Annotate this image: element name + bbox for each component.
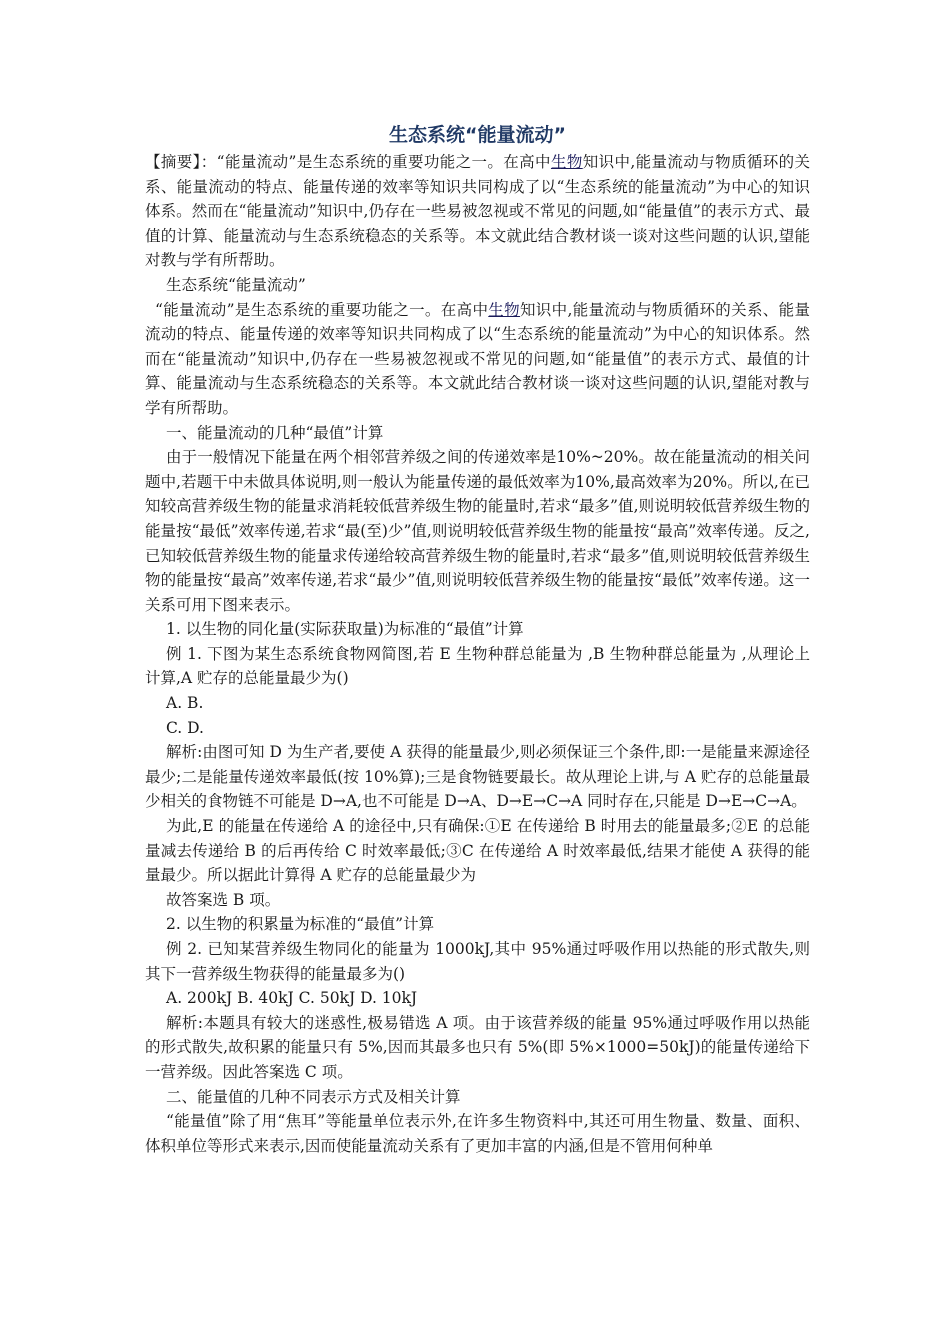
abstract-text-post: 知识中,能量流动与物质循环的关系、能量流动的特点、能量传递的效率等知识共同构成了以“生态系统的能量流动”为中心的知识体系。然而在“能量流动”知识中,仍存在一些易被忽视或不常见的问题,如“能量值”的表示方式、最值的计算、能量流动与生态系统稳态的关系等。本文就此结合教材谈一谈对这些问题的认识,望能对教与学有所帮助。 (145, 153, 810, 270)
analysis1-continued: 为此,E 的能量在传递给 A 的途径中,只有确保:①E 在传递给 B 时用去的能量最多;②E 的总能量减去传递给 B 的后再传给 C 时效率最低;③C 在传递给 A 时效率最低,结果才能使 A 获得的能量最少。所以据此计算得 A 贮存的总能量最少为 (145, 817, 810, 885)
example1-text: 例 1. 下图为某生态系统食物网简图,若 E 生物种群总能量为 ,B 生物种群总能量为 ,从理论上计算,A 贮存的总能量最少为() (145, 644, 810, 688)
example1-options-cd: C. D. (166, 718, 204, 737)
intro-text-pre: “能量流动”是生态系统的重要功能之一。在高中 (155, 300, 489, 319)
intro-paragraph (145, 298, 810, 421)
example2-options: A. 200kJ B. 40kJ C. 50kJ D. 10kJ (166, 989, 418, 1008)
subtitle: 生态系统“能量流动” (166, 275, 306, 294)
abstract-paragraph (145, 150, 810, 273)
analysis1-text: 解析:由图可知 D 为生产者,要使 A 获得的能量最少,则必须保证三个条件,即:一是能量来源途径最少;二是能量传递效率最低(按 10%算);三是食物链要最长。故从理论上讲,与 A 贮存的总能量最少相关的食物链不可能是 D→A,也不可能是 D→A、D→E→C→A 同时存在,只能是 D→E→C→A。 (145, 743, 810, 811)
sub1-heading: 1. 以生物的同化量(实际获取量)为标准的“最值”计算 (166, 620, 524, 639)
example2-text: 例 2. 已知某营养级生物同化的能量为 1000kJ,其中 95%通过呼吸作用以热能的形式散失,则其下一营养级生物获得的能量最多为() (145, 940, 810, 983)
biology-link[interactable]: 生物 (488, 300, 520, 319)
section2-body: “能量值”除了用“焦耳”等能量单位表示外,在许多生物资料中,其还可用生物量、数量、面积、体积单位等形式来表示,因而使能量流动关系有了更加丰富的内涵,但是不管用何种单 (145, 1112, 810, 1155)
sub2-heading: 2. 以生物的积累量为标准的“最值”计算 (166, 915, 435, 934)
answer1-text: 故答案选 B 项。 (166, 890, 281, 909)
abstract-label: 【摘要】： (145, 153, 217, 171)
document-title: 生态系统“能量流动” (389, 124, 566, 146)
section1-body: 由于一般情况下能量在两个相邻营养级之间的传递效率是10%~20%。故在能量流动的相关问题中,若题干中未做具体说明,则一般认为能量传递的最低效率为10%,最高效率为20%。所以,在已知较高营养级生物的能量求消耗较低营养级生物的能量时,若求“最多”值,则说明较低营养级生物的能量按“最低”效率传递,若求“最(至)少”值,则说明较低营养级生物的能量按“最高”效率传递。反之,已知较低营养级生物的能量求传递给较高营养级生物的能量时,若求“最多”值,则说明较低营养级生物的能量按“最高”效率传递,若求“最少”值,则说明较低营养级生物的能量按“最低”效率传递。这一关系可用下图来表示。 (145, 448, 810, 614)
analysis2-text: 解析:本题具有较大的迷惑性,极易错选 A 项。由于该营养级的能量 95%通过呼吸作用以热能的形式散失,故积累的能量只有 5%,因而其最多也只有 5%(即 5%×1000=50kJ)的能量传递给下一营养级。因此答案选 C 项。 (145, 1013, 810, 1081)
abstract-text-pre: “能量流动”是生态系统的重要功能之一。在高中 (216, 153, 551, 171)
section2-heading: 二、能量值的几种不同表示方式及相关计算 (166, 1087, 461, 1106)
example1-options-ab: A. B. (166, 694, 204, 713)
intro-text-post: 知识中,能量流动与物质循环的关系、能量流动的特点、能量传递的效率等知识共同构成了以“生态系统的能量流动”为中心的知识体系。然而在“能量流动”知识中,仍存在一些易被忽视或不常见的问题,如“能量值”的表示方式、最值的计算、能量流动与生态系统稳态的关系等。本文就此结合教材谈一谈对这些问题的认识,望能对教与学有所帮助。 (145, 300, 810, 417)
section1-heading: 一、能量流动的几种“最值”计算 (166, 423, 384, 442)
biology-link[interactable]: 生物 (550, 153, 583, 171)
